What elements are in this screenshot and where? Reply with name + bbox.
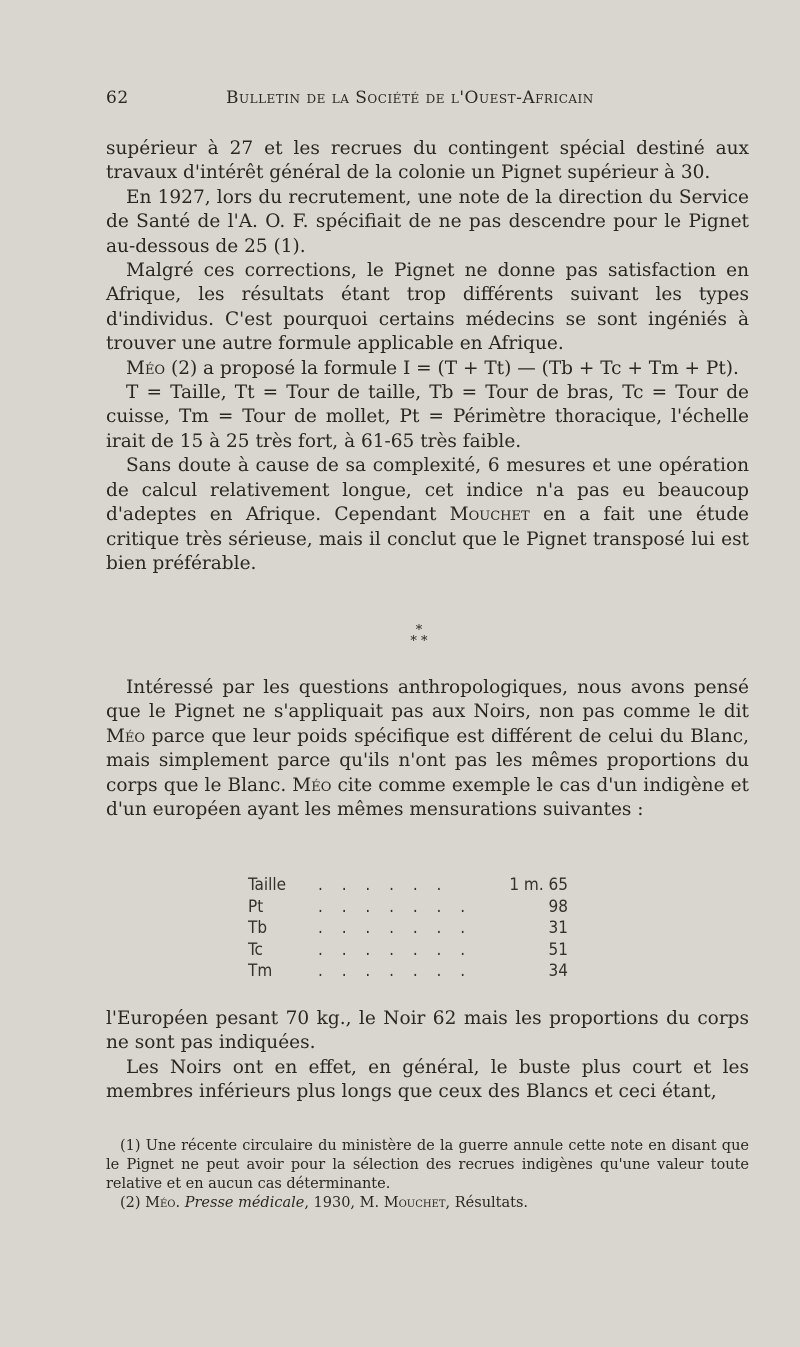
measurement-value: 1 m. 65 <box>509 875 568 895</box>
footnote-text: , Résultats. <box>445 1195 529 1211</box>
running-header <box>106 88 746 114</box>
table-row <box>248 918 568 940</box>
section-pignet-corrections <box>106 137 749 576</box>
table-row <box>248 940 568 962</box>
paragraph-text: cite comme exemple le cas d'un indigène et d'un européen ayant les mêmes mensurations suivantes : <box>106 774 749 821</box>
author-name: Méo <box>145 1195 176 1211</box>
leader-dots: . . . . . . . <box>318 961 473 981</box>
footnote-text: , 1930, M. <box>304 1195 384 1211</box>
author-name: Méo <box>106 725 146 747</box>
measurement-value: 34 <box>548 961 568 981</box>
paragraph-text: Sans doute à cause de sa complexité, 6 mesures et une opération de calcul relativement longue, cet indice n'a pas eu beaucoup d'adeptes en Afrique. Cependant <box>106 455 749 526</box>
paragraph: T = Taille, Tt = Tour de taille, Tb = Tour de bras, Tc = Tour de cuisse, Tm = Tour de mollet, Pt = Périmètre thoracique, l'échelle irait de 15 à 25 très fort, à 61-65 très faible. <box>106 382 749 452</box>
author-name: Méo <box>292 774 332 796</box>
table-row <box>248 897 568 919</box>
asterism-top: * <box>415 623 423 638</box>
measurement-label: Tb <box>248 918 268 938</box>
measurement-value: 31 <box>548 918 568 938</box>
footnote-1: (1) Une récente circulaire du ministère de la guerre annule cette note en disant que le Pignet ne peut avoir pour la sélection des recrues indigènes qu'une valeur toute relative et en aucun cas déterminante. <box>106 1138 749 1192</box>
author-name: Mouchet <box>449 504 530 526</box>
section-separator-asterism <box>404 625 434 647</box>
page-number: 62 <box>106 88 129 108</box>
measurement-value: 98 <box>548 896 568 917</box>
paragraph <box>106 676 749 822</box>
paragraph-text: (2) a proposé la formule I = (T + Tt) — (Tb + Tc + Tm + Pt). <box>165 357 739 379</box>
running-title: Bulletin de la Société de l'Ouest-Africain <box>226 88 594 108</box>
paragraph <box>106 454 749 576</box>
measurements-table <box>248 875 568 983</box>
measurement-label: Tc <box>248 939 263 960</box>
leader-dots: . . . . . . . <box>318 939 473 960</box>
leader-dots: . . . . . . . <box>318 918 473 938</box>
paragraph-text: Intéressé par les questions anthropologiques, nous avons pensé que le Pignet ne s'appliquait pas aux Noirs, non pas comme le dit <box>106 677 749 723</box>
footnote-2: (2) Méo. Presse médicale, 1930, M. Mouchet, Résultats. <box>120 1195 529 1211</box>
paragraph: l'Européen pesant 70 kg., le Noir 62 mais les proportions du corps ne sont pas indiquées. <box>106 1008 749 1054</box>
paragraph-text: en a fait une étude critique très sérieuse, mais il conclut que le Pignet transposé lui est bien préférable. <box>106 504 749 574</box>
paragraph: Malgré ces corrections, le Pignet ne donne pas satisfaction en Afrique, les résultats étant trop différents suivant les types d'individus. C'est pourquoi certains médecins se sont ingéniés à trouver une autre formule applicable en Afrique. <box>106 260 749 355</box>
measurement-label: Pt <box>248 896 264 917</box>
asterism-bottom: * * <box>410 634 428 649</box>
author-name: Mouchet <box>383 1195 446 1211</box>
journal-title: Presse médicale <box>184 1195 305 1211</box>
section-proportions <box>106 1007 749 1105</box>
paragraph <box>106 357 749 381</box>
table-row <box>248 875 568 897</box>
paragraph: En 1927, lors du recrutement, une note de la direction du Service de Santé de l'A. O. F. spécifiait de ne pas descendre pour le Pignet au-dessous de 25 (1). <box>106 186 749 257</box>
section-anthropology <box>106 676 749 822</box>
measurement-label: Tm <box>248 961 273 981</box>
paragraph: Les Noirs ont en effet, en général, le buste plus court et les membres inférieurs plus longs que ceux des Blancs et ceci étant, <box>106 1056 749 1103</box>
measurement-value: 51 <box>548 939 568 960</box>
table-row <box>248 961 568 983</box>
footnotes <box>106 1137 749 1213</box>
author-name: Méo <box>126 357 166 379</box>
footnote-text: . <box>175 1195 185 1211</box>
paragraph: supérieur à 27 et les recrues du contingent spécial destiné aux travaux d'intérêt général de la colonie un Pignet supérieur à 30. <box>106 138 749 184</box>
measurement-label: Taille <box>248 875 287 895</box>
paragraph-text: parce que leur poids spécifique est différent de celui du Blanc, mais simplement parce qu'ils n'ont pas les mêmes proportions du corps que le Blanc. <box>106 725 749 796</box>
leader-dots: . . . . . . <box>318 875 449 895</box>
leader-dots: . . . . . . . <box>318 896 473 917</box>
